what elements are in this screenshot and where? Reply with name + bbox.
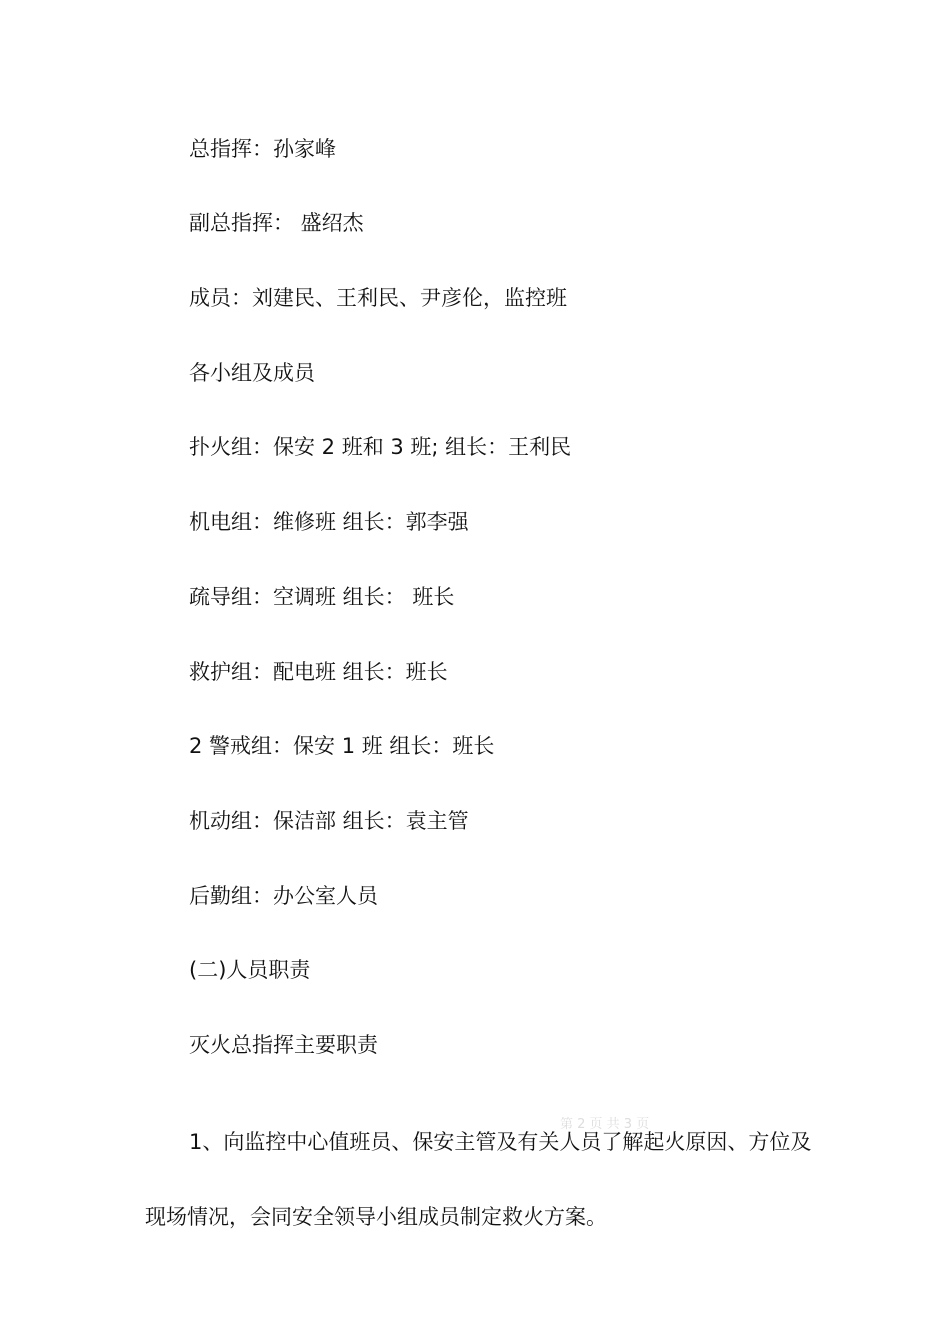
commander-duties-heading: 灭火总指挥主要职责 xyxy=(189,1033,378,1057)
electromech-group-line: 机电组：维修班 组长：郭李强 xyxy=(189,510,469,534)
page-number-watermark: 第 2 页 共 3 页 xyxy=(560,1117,650,1132)
rescue-group-line: 救护组：配电班 组长：班长 xyxy=(189,660,448,684)
mobile-group-line: 机动组：保洁部 组长：袁主管 xyxy=(189,809,469,833)
evacuation-group-line: 疏导组：空调班 组长： 班长 xyxy=(189,585,455,609)
duty-paragraph-line-2: 位及现场情况，会同安全领导小组成员制定救火方案。 xyxy=(145,1130,812,1229)
deputy-commander-line: 副总指挥： 盛绍杰 xyxy=(189,211,364,235)
duty-paragraph-line-1: 1、向监控中心值班员、保安主管及有关人员了解起火原因、方 xyxy=(189,1130,770,1154)
groups-heading: 各小组及成员 xyxy=(189,361,315,385)
logistics-group-line: 后勤组：办公室人员 xyxy=(189,884,378,908)
commander-line: 总指挥：孙家峰 xyxy=(189,137,336,161)
security-group-line: 2 警戒组：保安 1 班 组长：班长 xyxy=(189,734,495,758)
firefighting-group-line: 扑火组：保安 2 班和 3 班; 组长：王利民 xyxy=(189,435,572,459)
members-line: 成员：刘建民、王利民、尹彦伦，监控班 xyxy=(189,286,567,310)
duty-paragraph-1 xyxy=(145,1105,815,1255)
duties-heading: (二)人员职责 xyxy=(189,958,311,982)
